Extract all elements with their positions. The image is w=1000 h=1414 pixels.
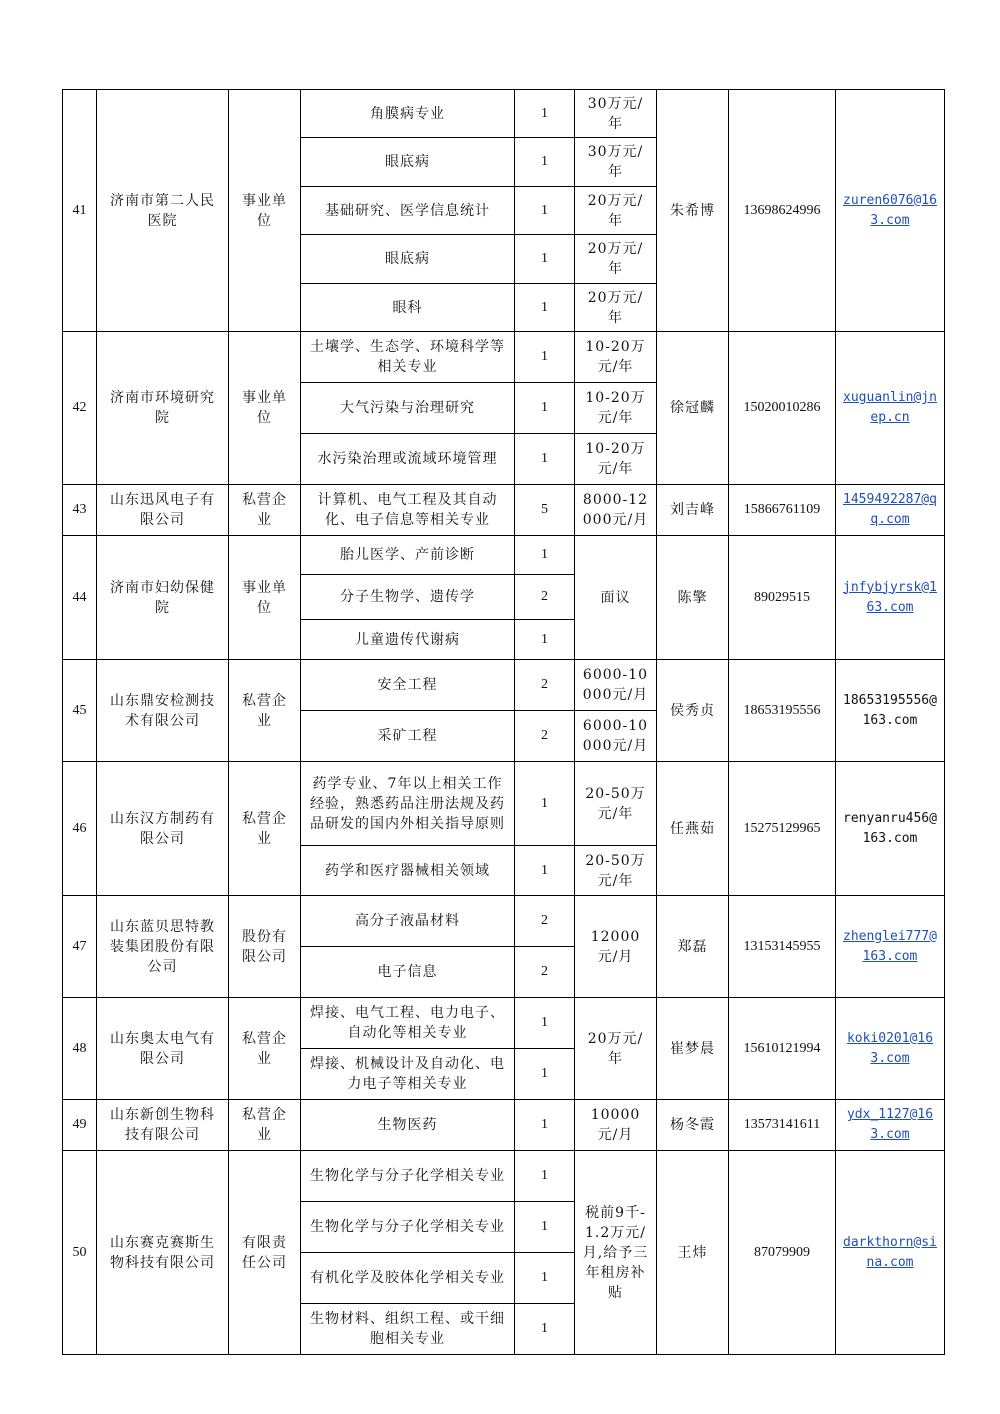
salary-text: 20万元/年 <box>587 192 644 229</box>
row-number-text: 47 <box>72 938 87 954</box>
phone-number-text: 15610121994 <box>743 1040 821 1056</box>
unit-name <box>97 90 229 332</box>
unit-type <box>229 998 301 1100</box>
contact-person <box>657 90 729 332</box>
position-count <box>515 485 575 536</box>
position-count-text: 1 <box>541 1066 548 1081</box>
position-major-text: 药学和医疗器械相关领域 <box>325 862 490 879</box>
position-major-text: 儿童遗传代谢病 <box>355 631 460 648</box>
position-count-text: 1 <box>541 400 548 415</box>
email-link[interactable]: darkthorn@sina.com <box>843 1234 937 1270</box>
position-major <box>301 1049 515 1100</box>
position-count-text: 1 <box>541 251 548 266</box>
phone-number-text: 13153145955 <box>743 938 821 954</box>
unit-name <box>97 332 229 485</box>
position-major <box>301 1202 515 1253</box>
position-major-text: 生物化学与分子化学相关专业 <box>310 1168 505 1184</box>
salary-text: 20万元/年 <box>587 289 644 326</box>
unit-type-text: 私营企业 <box>242 1030 287 1067</box>
position-major-text: 眼科 <box>392 299 423 316</box>
table-row <box>63 1100 945 1151</box>
unit-type <box>229 332 301 485</box>
email-cell <box>836 660 945 762</box>
salary <box>575 660 657 711</box>
row-number <box>63 660 97 762</box>
position-major <box>301 235 515 284</box>
unit-type <box>229 536 301 660</box>
salary <box>575 187 657 235</box>
unit-type <box>229 660 301 762</box>
unit-name-text: 山东奥太电气有限公司 <box>110 1030 215 1067</box>
phone-number <box>729 998 836 1100</box>
unit-name <box>97 1151 229 1355</box>
contact-person-text: 郑磊 <box>677 938 708 955</box>
phone-number <box>729 332 836 485</box>
salary <box>575 332 657 383</box>
row-number-text: 50 <box>72 1244 87 1260</box>
position-major <box>301 1151 515 1202</box>
salary-text: 30万元/年 <box>587 144 644 180</box>
row-number <box>63 1100 97 1151</box>
position-count <box>515 1253 575 1304</box>
position-major-text: 高分子液晶材料 <box>355 913 460 929</box>
position-count-text: 2 <box>541 589 548 604</box>
email-cell <box>836 998 945 1100</box>
position-count-text: 1 <box>541 631 548 647</box>
contact-person-text: 任燕茹 <box>670 820 715 837</box>
position-count <box>515 620 575 660</box>
contact-person-text: 朱希博 <box>670 202 715 219</box>
phone-number <box>729 90 836 332</box>
phone-number <box>729 896 836 998</box>
position-count-text: 1 <box>541 105 548 121</box>
email-link[interactable]: zhenglei777@163.com <box>843 928 937 964</box>
unit-name-text: 济南市妇幼保健院 <box>110 579 215 616</box>
phone-number <box>729 660 836 762</box>
unit-type-text: 事业单位 <box>242 192 287 229</box>
phone-number <box>729 485 836 536</box>
unit-name-text: 山东汉方制药有限公司 <box>110 810 215 847</box>
salary <box>575 846 657 896</box>
position-major-text: 计算机、电气工程及其自动化、电子信息等相关专业 <box>317 492 498 528</box>
row-number-text: 42 <box>72 400 87 415</box>
position-count-text: 1 <box>541 202 548 218</box>
row-number <box>63 485 97 536</box>
contact-person-text: 崔梦晨 <box>670 1040 715 1057</box>
position-count-text: 1 <box>541 1015 548 1030</box>
email-text: 18653195556@163.com <box>843 692 937 728</box>
contact-person <box>657 1151 729 1355</box>
table-row <box>63 998 945 1049</box>
position-major <box>301 1100 515 1151</box>
salary <box>575 896 657 998</box>
unit-type-text: 私营企业 <box>242 810 287 847</box>
position-count-text: 1 <box>541 795 548 811</box>
contact-person-text: 侯秀贞 <box>670 702 715 719</box>
position-count <box>515 1100 575 1151</box>
unit-type <box>229 1151 301 1355</box>
unit-name <box>97 762 229 896</box>
position-major-text: 角膜病专业 <box>370 105 445 122</box>
position-count-text: 1 <box>541 1168 548 1183</box>
row-number-text: 45 <box>72 702 87 718</box>
salary <box>575 1151 657 1355</box>
email-cell <box>836 762 945 896</box>
unit-name-text: 山东蓝贝思特教装集团股份有限公司 <box>110 918 215 975</box>
position-major-text: 电子信息 <box>377 964 438 980</box>
contact-person <box>657 332 729 485</box>
unit-name-text: 济南市环境研究院 <box>110 390 215 426</box>
unit-type <box>229 1100 301 1151</box>
unit-name <box>97 998 229 1100</box>
unit-type-text: 私营企业 <box>242 1107 287 1143</box>
position-major-text: 生物医药 <box>377 1117 438 1133</box>
row-number-text: 41 <box>72 202 87 218</box>
row-number <box>63 998 97 1100</box>
position-major <box>301 762 515 846</box>
position-count <box>515 90 575 138</box>
position-major-text: 生物化学与分子化学相关专业 <box>310 1219 505 1235</box>
unit-type-text: 私营企业 <box>242 692 287 729</box>
position-count <box>515 711 575 762</box>
position-major <box>301 187 515 235</box>
position-major <box>301 896 515 947</box>
unit-type-text: 股份有限公司 <box>242 928 287 965</box>
position-count <box>515 846 575 896</box>
email-link[interactable]: jnfybjyrsk@163.com <box>843 579 937 615</box>
recruitment-table <box>62 89 945 1355</box>
salary-text: 10-20万元/年 <box>585 339 646 375</box>
position-major <box>301 383 515 434</box>
position-count <box>515 660 575 711</box>
position-count-text: 1 <box>541 349 548 364</box>
salary-text: 20-50万元/年 <box>585 785 646 822</box>
salary <box>575 235 657 284</box>
position-count <box>515 1202 575 1253</box>
contact-person-text: 徐冠麟 <box>670 400 715 416</box>
position-major <box>301 660 515 711</box>
email-link[interactable]: zuren6076@163.com <box>843 192 937 228</box>
contact-person-text: 王炜 <box>677 1244 708 1261</box>
email-link[interactable]: koki0201@163.com <box>846 1030 934 1066</box>
contact-person-text: 陈擎 <box>677 589 708 606</box>
phone-number <box>729 536 836 660</box>
email-cell <box>836 485 945 536</box>
position-major <box>301 485 515 536</box>
position-major-text: 有机化学及胶体化学相关专业 <box>310 1270 505 1286</box>
position-major <box>301 620 515 660</box>
table-row <box>63 90 945 138</box>
table-row <box>63 536 945 575</box>
salary-text: 20-50万元/年 <box>585 852 646 889</box>
phone-number <box>729 1151 836 1355</box>
salary <box>575 485 657 536</box>
position-major-text: 土壤学、生态学、环境科学等相关专业 <box>310 339 505 375</box>
email-cell <box>836 1100 945 1151</box>
unit-name-text: 山东新创生物科技有限公司 <box>110 1107 215 1143</box>
contact-person <box>657 762 729 896</box>
position-major <box>301 90 515 138</box>
position-count <box>515 1049 575 1100</box>
position-major <box>301 575 515 620</box>
position-major <box>301 138 515 187</box>
position-count-text: 1 <box>541 1270 548 1285</box>
position-count <box>515 947 575 998</box>
salary-text: 12000元/月 <box>590 928 641 965</box>
position-count-text: 5 <box>541 502 548 517</box>
unit-type <box>229 90 301 332</box>
position-count-text: 2 <box>541 913 548 928</box>
contact-person <box>657 1100 729 1151</box>
row-number <box>63 90 97 332</box>
position-count-text: 2 <box>541 728 548 743</box>
email-text: renyanru456@163.com <box>843 810 937 846</box>
table-body <box>63 90 945 1355</box>
email-cell <box>836 90 945 332</box>
position-count-text: 1 <box>541 1219 548 1234</box>
position-count <box>515 235 575 284</box>
unit-type-text: 有限责任公司 <box>242 1234 287 1271</box>
salary-text: 20万元/年 <box>587 241 644 277</box>
position-count <box>515 1151 575 1202</box>
salary-text: 6000-10000元/月 <box>582 718 649 754</box>
position-major <box>301 947 515 998</box>
email-link[interactable]: 1459492287@qq.com <box>843 492 937 527</box>
position-major-text: 焊接、机械设计及自动化、电力电子等相关专业 <box>310 1056 505 1092</box>
position-major-text: 水污染治理或流域环境管理 <box>317 451 498 467</box>
unit-type-text: 私营企业 <box>242 492 287 528</box>
position-count <box>515 383 575 434</box>
phone-number <box>729 1100 836 1151</box>
position-major-text: 眼底病 <box>385 154 430 170</box>
contact-person <box>657 536 729 660</box>
salary-text: 30万元/年 <box>587 95 644 132</box>
position-count-text: 1 <box>541 862 548 878</box>
row-number-text: 46 <box>72 820 87 836</box>
contact-person <box>657 660 729 762</box>
salary <box>575 536 657 660</box>
row-number-text: 44 <box>72 589 87 605</box>
position-count-text: 1 <box>541 154 548 169</box>
phone-number-text: 15866761109 <box>743 502 821 517</box>
salary <box>575 762 657 846</box>
row-number <box>63 896 97 998</box>
email-link[interactable]: xuguanlin@jnep.cn <box>843 390 937 425</box>
position-count-text: 1 <box>541 451 548 466</box>
phone-number-text: 13698624996 <box>743 202 821 218</box>
position-major <box>301 434 515 485</box>
position-count <box>515 896 575 947</box>
phone-number <box>729 762 836 896</box>
position-major-text: 分子生物学、遗传学 <box>340 589 475 605</box>
position-count <box>515 187 575 235</box>
table-row <box>63 896 945 947</box>
unit-type-text: 事业单位 <box>242 579 287 616</box>
contact-person-text: 杨冬霞 <box>670 1117 715 1133</box>
salary-text: 10000元/月 <box>590 1107 641 1143</box>
phone-number-text: 87079909 <box>754 1244 810 1260</box>
position-count <box>515 434 575 485</box>
salary-text: 面议 <box>600 589 631 606</box>
unit-name <box>97 896 229 998</box>
position-major <box>301 846 515 896</box>
table-row <box>63 1151 945 1202</box>
salary-text: 6000-10000元/月 <box>582 667 649 703</box>
contact-person-text: 刘吉峰 <box>670 502 715 518</box>
salary-text: 20万元/年 <box>587 1030 644 1067</box>
unit-name-text: 济南市第二人民医院 <box>110 192 215 229</box>
position-count-text: 2 <box>541 677 548 692</box>
table-row <box>63 660 945 711</box>
position-major <box>301 284 515 332</box>
position-count <box>515 762 575 846</box>
row-number <box>63 332 97 485</box>
unit-name <box>97 1100 229 1151</box>
position-major <box>301 536 515 575</box>
position-major <box>301 332 515 383</box>
salary <box>575 138 657 187</box>
position-major-text: 焊接、电气工程、电力电子、自动化等相关专业 <box>310 1005 505 1041</box>
position-count-text: 1 <box>541 299 548 315</box>
salary <box>575 434 657 485</box>
email-link[interactable]: ydx_1127@163.com <box>846 1107 934 1142</box>
salary-text: 10-20万元/年 <box>585 390 646 426</box>
position-major-text: 大气污染与治理研究 <box>340 400 475 416</box>
position-major-text: 生物材料、组织工程、或干细胞相关专业 <box>310 1311 505 1347</box>
contact-person <box>657 998 729 1100</box>
position-count <box>515 284 575 332</box>
row-number <box>63 536 97 660</box>
position-count-text: 1 <box>541 547 548 562</box>
unit-name-text: 山东鼎安检测技术有限公司 <box>110 692 215 729</box>
contact-person <box>657 485 729 536</box>
table-row <box>63 485 945 536</box>
position-major-text: 胎儿医学、产前诊断 <box>340 547 475 563</box>
table-row <box>63 332 945 383</box>
position-count <box>515 998 575 1049</box>
position-count <box>515 536 575 575</box>
row-number <box>63 762 97 896</box>
position-count-text: 1 <box>541 1321 548 1336</box>
salary <box>575 998 657 1100</box>
email-cell <box>836 896 945 998</box>
position-major <box>301 998 515 1049</box>
phone-number-text: 13573141611 <box>743 1117 821 1132</box>
position-major-text: 药学专业、7年以上相关工作经验，熟悉药品注册法规及药品研发的国内外相关指导原则 <box>310 775 505 832</box>
row-number-text: 49 <box>72 1117 87 1132</box>
email-cell <box>836 1151 945 1355</box>
salary-text: 10-20万元/年 <box>585 441 646 477</box>
salary <box>575 1100 657 1151</box>
position-count-text: 1 <box>541 1117 548 1132</box>
unit-type-text: 事业单位 <box>242 390 287 426</box>
position-major-text: 安全工程 <box>377 677 438 693</box>
unit-name-text: 山东赛克赛斯生物科技有限公司 <box>110 1234 215 1271</box>
unit-type <box>229 896 301 998</box>
salary <box>575 90 657 138</box>
position-major <box>301 711 515 762</box>
position-major-text: 采矿工程 <box>377 728 438 744</box>
unit-type <box>229 762 301 896</box>
position-major <box>301 1253 515 1304</box>
position-count-text: 2 <box>541 964 548 979</box>
phone-number-text: 89029515 <box>754 589 810 605</box>
unit-name <box>97 536 229 660</box>
position-count <box>515 575 575 620</box>
salary <box>575 383 657 434</box>
salary-text: 8000-12000元/月 <box>582 492 649 528</box>
phone-number-text: 18653195556 <box>743 702 821 718</box>
unit-name <box>97 660 229 762</box>
email-cell <box>836 332 945 485</box>
position-count <box>515 332 575 383</box>
row-number <box>63 1151 97 1355</box>
salary <box>575 711 657 762</box>
unit-type <box>229 485 301 536</box>
unit-name <box>97 485 229 536</box>
salary-text: 税前9千-1.2万元/月,给予三年租房补贴 <box>582 1204 649 1301</box>
row-number-text: 43 <box>72 502 87 517</box>
position-major-text: 基础研究、医学信息统计 <box>325 202 490 219</box>
phone-number-text: 15275129965 <box>743 820 821 836</box>
position-major <box>301 1304 515 1355</box>
salary <box>575 284 657 332</box>
position-count <box>515 138 575 187</box>
row-number-text: 48 <box>72 1040 87 1056</box>
email-cell <box>836 536 945 660</box>
contact-person <box>657 896 729 998</box>
position-major-text: 眼底病 <box>385 251 430 267</box>
position-count <box>515 1304 575 1355</box>
unit-name-text: 山东迅风电子有限公司 <box>110 492 215 528</box>
table-row <box>63 762 945 846</box>
phone-number-text: 15020010286 <box>743 400 821 415</box>
